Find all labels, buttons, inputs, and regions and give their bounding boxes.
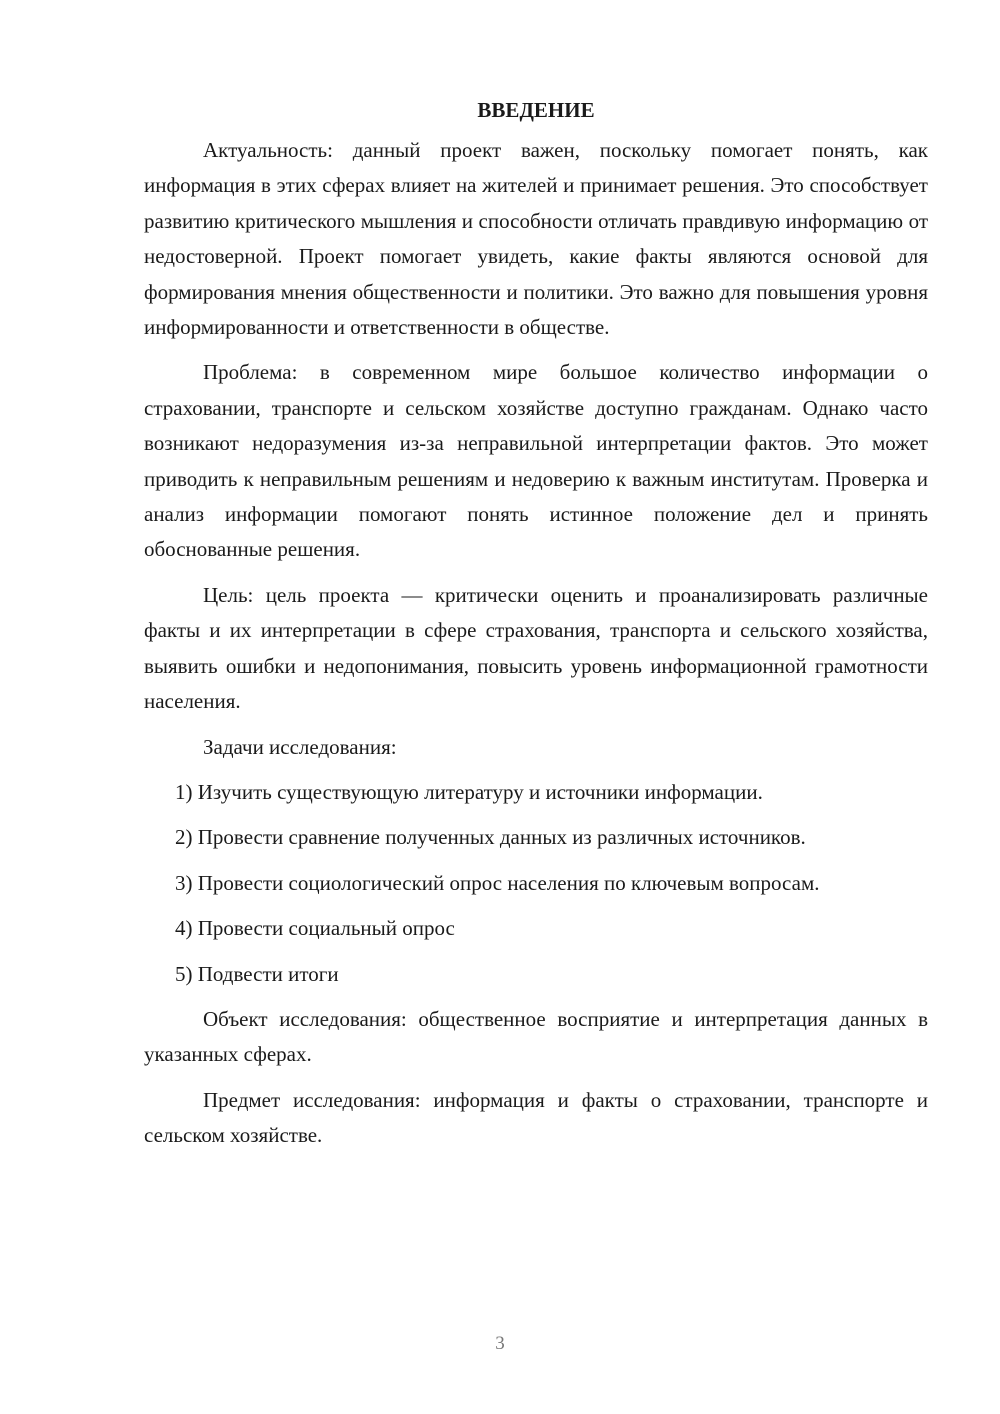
relevance-paragraph: Актуальность: данный проект важен, поскольку помогает понять, как информация в этих сферах влияет на жителей и принимает решения. Это способствует развитию критического мышления и способности отличать правдивую информацию от недостоверной. Проект помогает увидеть, какие факты являются основой для формирования мнения общественности и политики. Это важно для повышения уровня информированности и ответственности в обществе. [144, 138, 928, 340]
task-item-5: 5) Подвести итоги [175, 961, 339, 986]
problem-paragraph: Проблема: в современном мире большое количество информации о страховании, транспорте и сельском хозяйстве доступно гражданам. Однако часто возникают недоразумения из-за неправильной интерпретации фактов. Это может приводить к неправильным решениям и недоверию к важным институтам. Проверка и анализ информации помогают понять истинное положение дел и принять обоснованные решения. [144, 360, 928, 562]
page-title: ВВЕДЕНИЕ [477, 98, 595, 122]
goal-paragraph: Цель: цель проекта — критически оценить и проанализировать различные факты и их интерпретации в сфере страхования, транспорта и сельского хозяйства, выявить ошибки и недопонимания, повысить уровень информационной грамотности населения. [144, 582, 928, 714]
tasks-heading: Задачи исследования: [203, 734, 397, 759]
document-page [144, 95, 928, 1164]
task-item-4: 4) Провести социальный опрос [175, 916, 455, 941]
task-item-1: 1) Изучить существующую литературу и источники информации. [175, 779, 763, 804]
task-item-2: 2) Провести сравнение полученных данных из различных источников. [175, 825, 806, 850]
task-item-3: 3) Провести социологический опрос населения по ключевым вопросам. [175, 870, 820, 895]
object-paragraph: Объект исследования: общественное восприятие и интерпретация данных в указанных сферах. [144, 1006, 928, 1067]
page-number: 3 [495, 1333, 505, 1354]
subject-paragraph: Предмет исследования: информация и факты о страховании, транспорте и сельском хозяйстве. [144, 1087, 928, 1148]
